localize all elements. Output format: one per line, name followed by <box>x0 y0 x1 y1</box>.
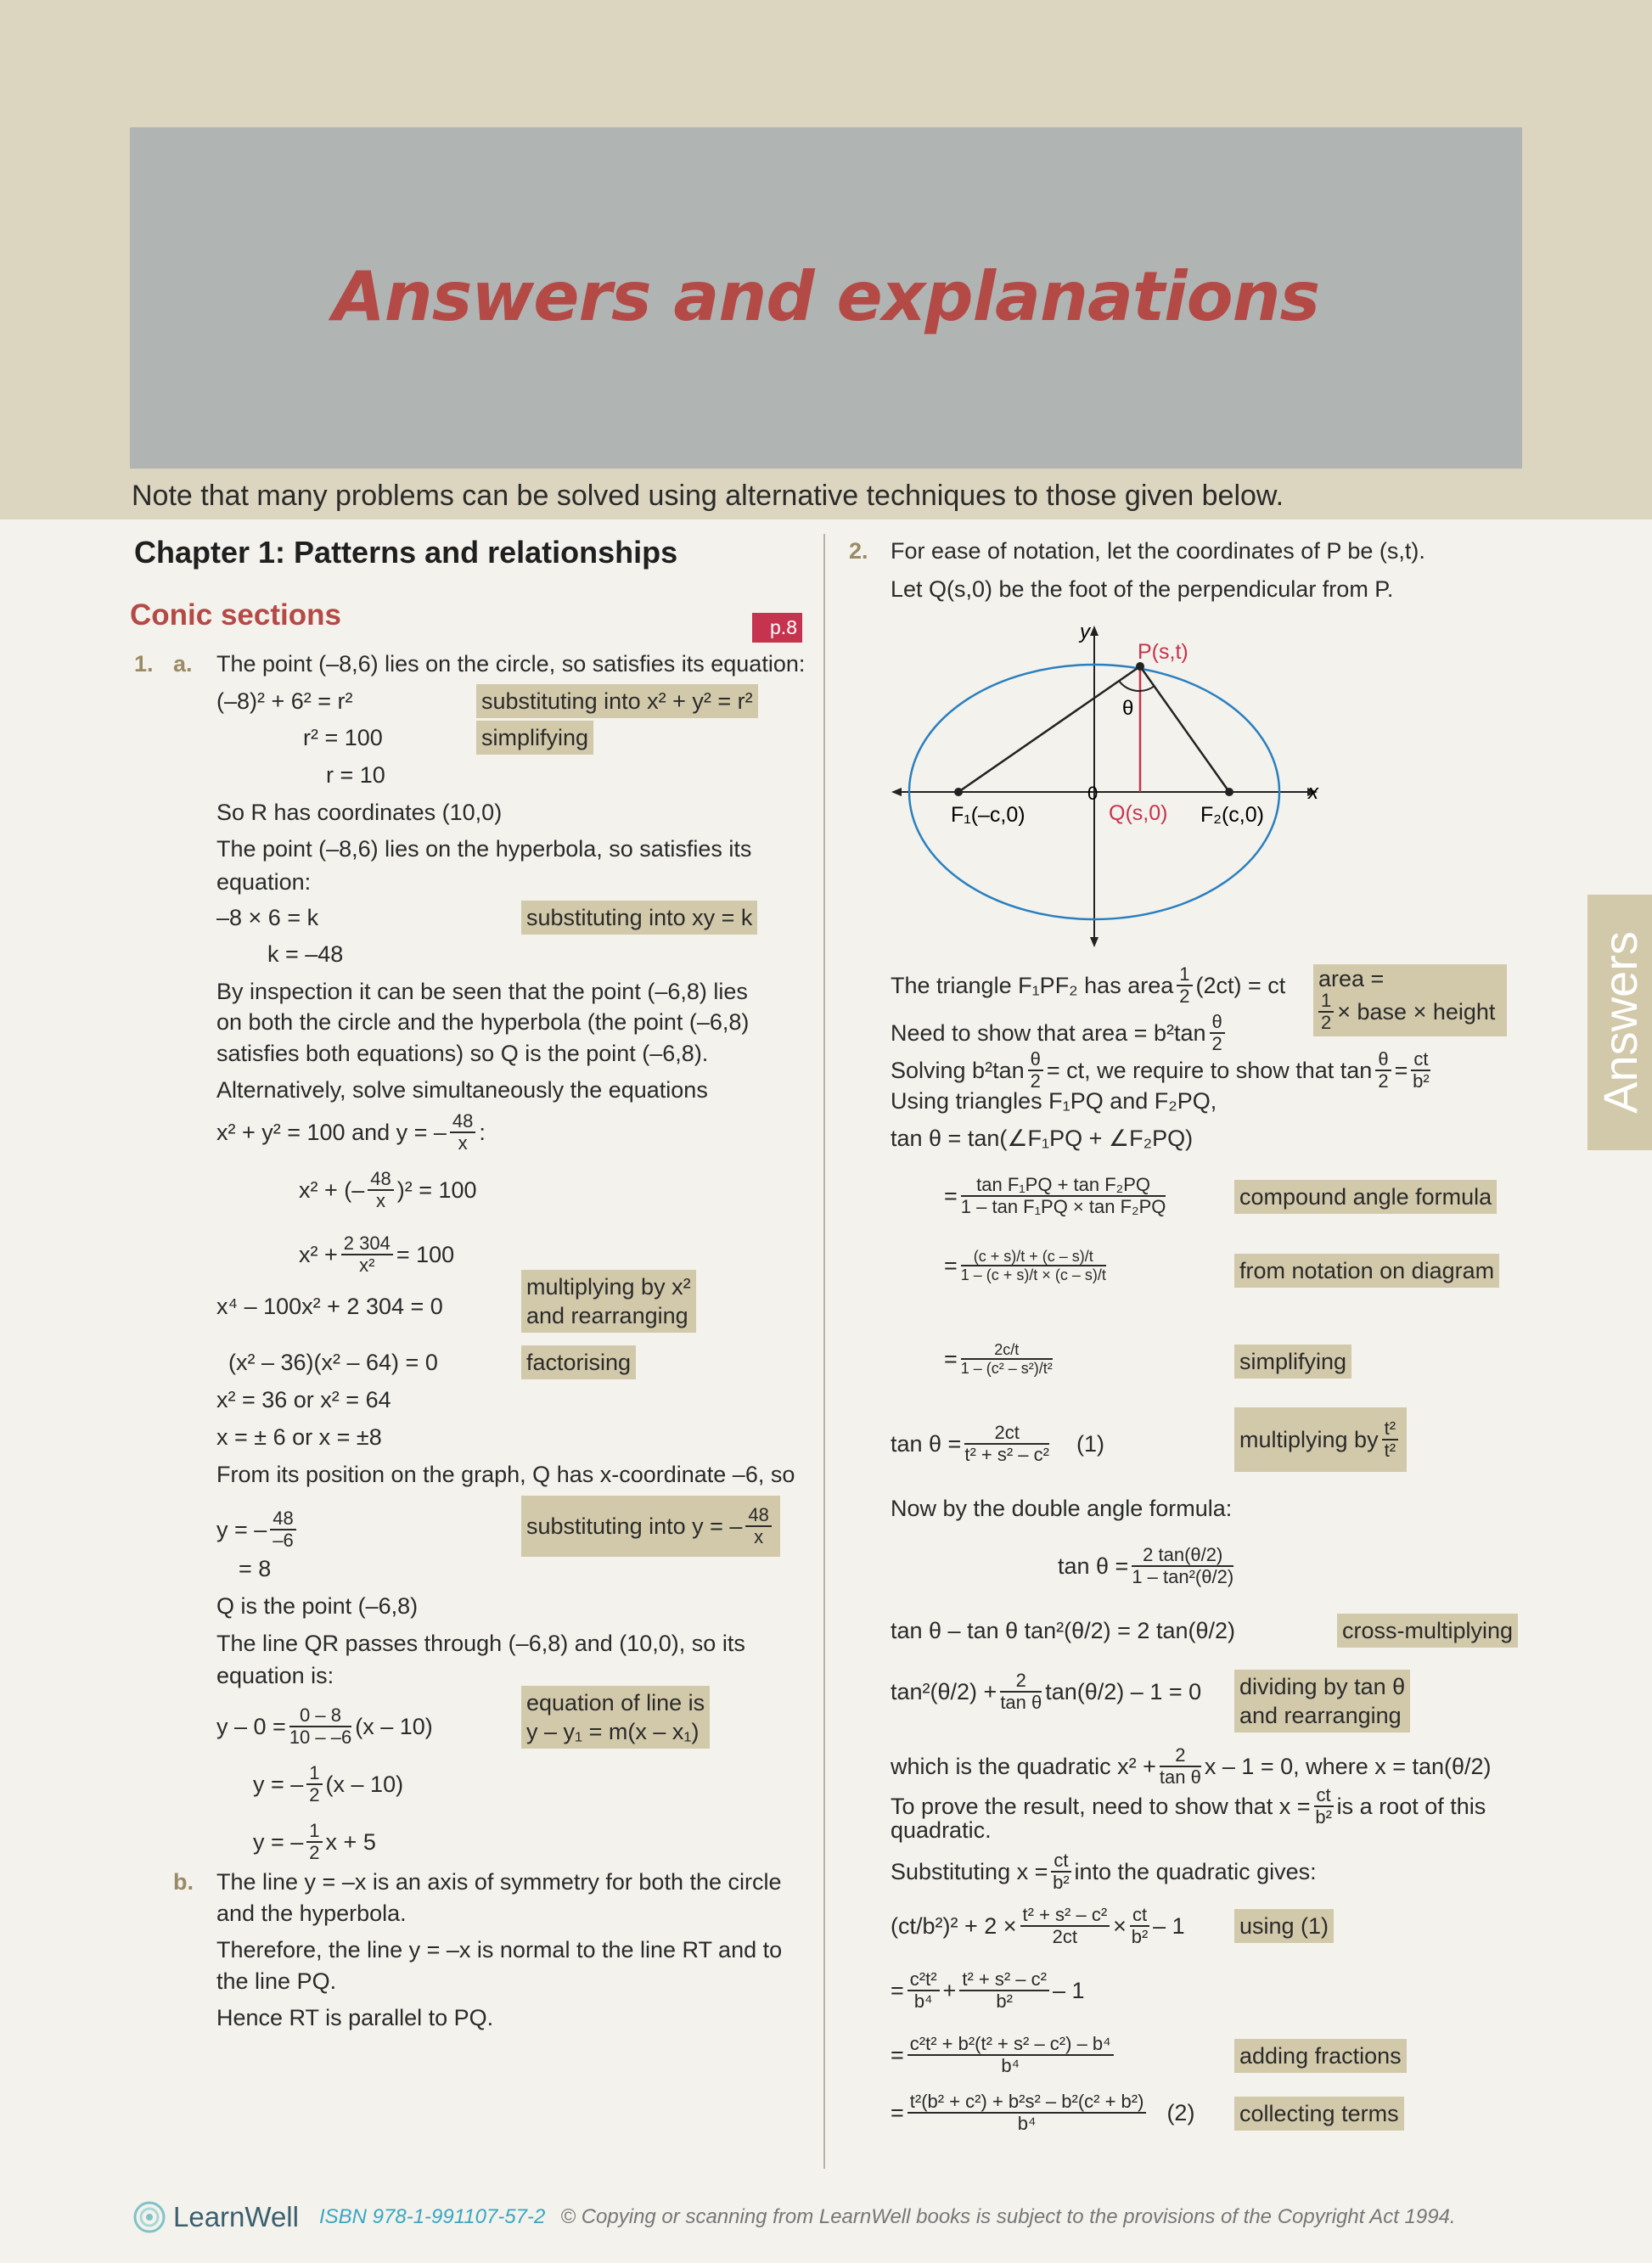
math-line <box>944 1341 1056 1377</box>
math-line <box>944 1175 1169 1217</box>
numerator: 0 – 8 <box>289 1705 351 1727</box>
denominator: 2 <box>1321 1012 1332 1033</box>
numerator: θ <box>1210 1012 1225 1034</box>
math-line <box>944 1248 1110 1283</box>
math-line <box>253 1821 376 1863</box>
p-label: P(s,t) <box>1138 640 1188 664</box>
fraction <box>306 1763 322 1805</box>
math-text: = <box>891 1978 904 2003</box>
math-line <box>891 2092 1194 2134</box>
numerator: 2ct <box>964 1423 1049 1445</box>
denominator: 1 – (c + s)/t × (c – s)/t <box>960 1266 1106 1283</box>
math-text: tan θ = <box>1058 1553 1129 1579</box>
math-text: tan θ = <box>891 1431 962 1457</box>
math-text: – 1 <box>1052 1978 1085 2003</box>
fraction <box>959 1969 1049 2012</box>
equals-sign: = <box>944 1183 958 1209</box>
text-line: the line PQ. <box>216 1968 337 1994</box>
fraction <box>306 1821 322 1863</box>
math-line <box>891 2034 1117 2076</box>
note-text: substituting into y = – <box>526 1513 743 1539</box>
math-text: + <box>942 1978 957 2003</box>
denominator: t² + s² – c² <box>964 1444 1049 1465</box>
math-text: To prove the result, need to show that x = <box>891 1794 1311 1819</box>
math-line <box>216 1705 433 1748</box>
math-text: (x – 10) <box>325 1772 404 1797</box>
text-line: Hence RT is parallel to PQ. <box>216 2005 494 2030</box>
text-line: For ease of notation, let the coordinates of P be (s,t). <box>891 538 1425 564</box>
note-box: factorising <box>521 1345 636 1379</box>
denominator: 2 <box>1211 1033 1222 1054</box>
math-line <box>299 1233 454 1276</box>
numerator: 2 <box>1160 1745 1201 1767</box>
text-line: By inspection it can be seen that the point (–6,8) lies <box>216 979 748 1004</box>
math-line <box>891 1671 1201 1713</box>
text-line: on both the circle and the hyperbola (the point (–6,8) <box>216 1009 750 1035</box>
line-f2-p <box>1140 666 1229 792</box>
angle-arc <box>1119 681 1155 691</box>
f1-label: F₁(–c,0) <box>951 803 1025 827</box>
learnwell-logo <box>132 2200 299 2234</box>
fraction <box>270 1508 295 1551</box>
part-label: b. <box>173 1869 194 1895</box>
denominator: b⁴ <box>913 1991 933 2012</box>
fraction <box>961 1341 1053 1377</box>
math-text: which is the quadratic x² + <box>891 1754 1156 1779</box>
math-line <box>299 1169 477 1211</box>
denominator: tan θ <box>1000 1692 1042 1713</box>
y-axis-arrow-icon <box>1090 626 1099 636</box>
math-line: r² = 100 <box>303 725 383 750</box>
footer <box>132 2200 1456 2234</box>
denominator: b² <box>1053 1872 1070 1893</box>
fraction <box>907 2092 1147 2134</box>
math-line <box>216 1111 486 1154</box>
isbn: ISBN 978-1-991107-57-2 <box>318 2205 546 2228</box>
math-text: )² = 100 <box>396 1177 477 1203</box>
numerator: 1 <box>1318 991 1334 1013</box>
math-text: x – 1 = 0, where x = tan(θ/2) <box>1204 1754 1492 1779</box>
math-line: k = –48 <box>267 941 344 967</box>
math-line <box>891 1423 1104 1465</box>
note-box: simplifying <box>476 721 593 755</box>
text-line: The point (–8,6) lies on the hyperbola, so satisfies its <box>216 836 752 862</box>
numerator: 2 tan(θ/2) <box>1132 1545 1233 1567</box>
fraction <box>368 1169 393 1211</box>
math-line <box>891 964 1285 1007</box>
math-line: tan θ = tan(∠F₁PQ + ∠F₂PQ) <box>891 1126 1194 1151</box>
math-text: Need to show that area = b²tan <box>891 1020 1206 1046</box>
denominator: b² <box>1131 1926 1149 1947</box>
math-text: Solving b²tan <box>891 1058 1025 1083</box>
ellipse-diagram <box>883 615 1324 955</box>
math-line <box>891 1905 1185 1947</box>
denominator: b⁴ <box>1017 2113 1037 2134</box>
text-line: equation: <box>216 869 312 895</box>
math-line: x⁴ – 100x² + 2 304 = 0 <box>216 1294 443 1319</box>
numerator: tan F₁PQ + tan F₂PQ <box>961 1175 1166 1197</box>
y-axis-arrow-icon <box>1090 937 1099 947</box>
denominator: 1 – tan²(θ/2) <box>1132 1566 1234 1587</box>
denominator: 2 <box>1030 1070 1041 1092</box>
fraction <box>341 1233 393 1276</box>
note-box: using (1) <box>1234 1909 1334 1943</box>
fraction <box>964 1423 1049 1465</box>
logo-text: LearnWell <box>173 2201 299 2232</box>
math-text: is a root of this <box>1336 1794 1486 1819</box>
theta-label: θ <box>1122 697 1134 720</box>
text-line: quadratic. <box>891 1817 992 1843</box>
numerator: 1 <box>306 1763 322 1785</box>
math-text: (2ct) = ct <box>1195 973 1286 998</box>
numerator: t² + s² – c² <box>959 1969 1049 1991</box>
equation-number: (2) <box>1166 2100 1195 2125</box>
x-label: x <box>1308 781 1318 804</box>
numerator: θ <box>1375 1049 1391 1071</box>
note-text: area = <box>1318 966 1385 991</box>
denominator: x <box>376 1190 386 1211</box>
note-box: substituting into x² + y² = r² <box>476 684 758 718</box>
fraction <box>961 1175 1166 1217</box>
denominator: –6 <box>273 1530 294 1551</box>
origin-label: 0 <box>1087 783 1099 804</box>
math-text: = 100 <box>396 1242 455 1267</box>
numerator: 48 <box>270 1508 295 1530</box>
text-line: Using triangles F₁PQ and F₂PQ, <box>891 1088 1217 1114</box>
math-text: – 1 <box>1153 1913 1185 1939</box>
fraction <box>1375 1049 1391 1092</box>
denominator: x <box>754 1526 764 1547</box>
note-text: × base × height <box>1337 999 1496 1025</box>
note-box: substituting into xy = k <box>521 901 757 935</box>
note-text: multiplying by <box>1239 1427 1379 1452</box>
math-text: (x – 10) <box>355 1714 433 1739</box>
fraction <box>961 1248 1106 1283</box>
denominator: tan θ <box>1159 1766 1201 1788</box>
numerator: 48 <box>450 1111 475 1133</box>
math-line <box>253 1763 403 1805</box>
y-label: y <box>1080 620 1090 643</box>
fraction <box>907 1969 940 2012</box>
fraction <box>1177 964 1192 1007</box>
fraction <box>1028 1049 1043 1092</box>
note-text: equation of line is <box>526 1690 705 1716</box>
part-label: a. <box>173 651 193 677</box>
denominator: 2ct <box>1052 1926 1078 1947</box>
math-text: = <box>891 2042 904 2068</box>
numerator: 48 <box>745 1505 771 1527</box>
numerator: t² <box>1382 1418 1398 1440</box>
intro-note: Note that many problems can be solved using alternative techniques to those given below. <box>132 480 1284 512</box>
copyright-notice: © Copying or scanning from LearnWell books is subject to the provisions of the Copyright Act 1994. <box>560 2205 1456 2228</box>
note-text: dividing by tan θ <box>1239 1674 1406 1699</box>
math-line: = 8 <box>239 1556 272 1581</box>
text-line: Therefore, the line y = –x is normal to the line RT and to <box>216 1937 783 1963</box>
math-line: tan θ – tan θ tan²(θ/2) = 2 tan(θ/2) <box>891 1618 1236 1643</box>
denominator: b² <box>1413 1070 1430 1092</box>
numerator: (c + s)/t + (c – s)/t <box>961 1248 1106 1266</box>
equals-sign: = <box>944 1253 958 1278</box>
numerator: ct <box>1130 1905 1149 1927</box>
note-box <box>521 1270 696 1333</box>
point-f1 <box>954 788 963 796</box>
text-line: equation is: <box>216 1663 334 1688</box>
note-box: cross-multiplying <box>1337 1614 1518 1648</box>
note-box: adding fractions <box>1234 2039 1407 2073</box>
denominator: b⁴ <box>1001 2055 1020 2076</box>
math-text: = <box>891 2100 904 2125</box>
fraction <box>907 2034 1114 2076</box>
note-text: y – y₁ = m(x – x₁) <box>526 1719 700 1744</box>
math-text: y = – <box>253 1772 304 1797</box>
numerator: 2 <box>1000 1671 1042 1693</box>
note-box <box>1234 1407 1407 1472</box>
text-line: The line y = –x is an axis of symmetry for both the circle <box>216 1869 782 1895</box>
math-line <box>891 1745 1492 1788</box>
denominator: x <box>458 1132 468 1154</box>
swirl-logo-icon <box>132 2200 166 2234</box>
denominator: 2 <box>309 1784 320 1805</box>
numerator: 1 <box>306 1821 322 1843</box>
math-text: = ct, we require to show that tan <box>1046 1058 1373 1083</box>
numerator: c²t² <box>907 1969 940 1991</box>
denominator: 10 – –6 <box>289 1727 352 1748</box>
section-heading: Conic sections <box>130 598 341 632</box>
equation-number: (1) <box>1076 1431 1104 1457</box>
fraction <box>1210 1012 1225 1054</box>
denominator: 1 – tan F₁PQ × tan F₂PQ <box>960 1196 1166 1217</box>
note-box <box>1234 1670 1410 1732</box>
numerator: 2c/t <box>961 1341 1053 1360</box>
q-label: Q(s,0) <box>1109 801 1168 825</box>
math-text: (ct/b²)² + 2 × <box>891 1913 1017 1939</box>
question-number: 2. <box>849 538 868 564</box>
chapter-heading: Chapter 1: Patterns and relationships <box>134 535 678 570</box>
fraction <box>1000 1671 1042 1713</box>
math-text: The triangle F₁PF₂ has area <box>891 973 1174 998</box>
note-box <box>521 1686 710 1749</box>
note-text: and rearranging <box>1239 1703 1402 1728</box>
denominator: 2 <box>309 1842 320 1863</box>
numerator: θ <box>1028 1049 1043 1071</box>
math-text: Substituting x = <box>891 1859 1048 1884</box>
math-line: (–8)² + 6² = r² <box>216 688 353 714</box>
numerator: ct <box>1051 1850 1070 1873</box>
text-line: satisfies both equations) so Q is the point (–6,8). <box>216 1041 709 1066</box>
math-line <box>891 1049 1434 1092</box>
math-line: x² = 36 or x² = 64 <box>216 1387 391 1412</box>
page-badge: p.8 <box>752 613 802 643</box>
text-line: Alternatively, solve simultaneously the equations <box>216 1077 708 1103</box>
denominator: 1 – (c² – s²)/t² <box>960 1360 1053 1377</box>
denominator: b² <box>1315 1806 1332 1828</box>
text-line: and the hyperbola. <box>216 1901 407 1926</box>
numerator: t² + s² – c² <box>1020 1905 1110 1927</box>
denominator: t² <box>1384 1440 1396 1461</box>
math-text: x² + <box>299 1242 338 1267</box>
text-line: Let Q(s,0) be the foot of the perpendicular from P. <box>891 576 1394 602</box>
math-text: y – 0 = <box>216 1714 286 1739</box>
fraction <box>289 1705 351 1748</box>
note-box <box>1313 964 1507 1036</box>
numerator: ct <box>1314 1785 1334 1807</box>
note-box: collecting terms <box>1234 2097 1404 2131</box>
fraction <box>1160 1745 1201 1788</box>
denominator: 2 <box>1179 986 1190 1007</box>
question-number: 1. <box>134 651 154 677</box>
f2-label: F₂(c,0) <box>1200 803 1264 827</box>
note-box: simplifying <box>1234 1345 1351 1379</box>
fraction <box>450 1111 475 1154</box>
fraction <box>1130 1905 1149 1947</box>
math-text: tan²(θ/2) + <box>891 1679 997 1704</box>
text-line: Q is the point (–6,8) <box>216 1593 419 1619</box>
note-box <box>521 1496 780 1557</box>
note-box: compound angle formula <box>1234 1180 1497 1214</box>
math-text: x² + y² = 100 and y = – <box>216 1120 447 1145</box>
fraction <box>1318 991 1334 1033</box>
side-tab-label: Answers <box>1593 931 1647 1114</box>
math-line <box>891 1969 1085 2012</box>
math-text: x + 5 <box>325 1829 376 1855</box>
math-line <box>891 1850 1317 1893</box>
denominator: 2 <box>1378 1070 1389 1092</box>
text-line: From its position on the graph, Q has x-coordinate –6, so <box>216 1462 795 1487</box>
numerator: c²t² + b²(t² + s² – c²) – b⁴ <box>907 2034 1114 2056</box>
fraction <box>1051 1850 1070 1893</box>
denominator: x² <box>359 1255 375 1276</box>
equals-sign: = <box>944 1346 958 1372</box>
fraction <box>745 1505 771 1547</box>
fraction <box>1132 1545 1233 1587</box>
note-text: and rearranging <box>526 1303 688 1328</box>
math-text: x² + (– <box>299 1177 365 1203</box>
note-box: from notation on diagram <box>1234 1254 1499 1288</box>
text-line: The point (–8,6) lies on the circle, so satisfies its equation: <box>216 651 806 677</box>
math-text: : <box>479 1120 486 1145</box>
numerator: 2 304 <box>341 1233 393 1255</box>
point-f2 <box>1225 788 1233 796</box>
math-text: into the quadratic gives: <box>1074 1859 1317 1884</box>
line-f1-p <box>958 666 1140 792</box>
math-text: = <box>1394 1058 1408 1083</box>
fraction <box>1314 1785 1334 1828</box>
fraction <box>1020 1905 1110 1947</box>
fraction <box>1411 1049 1430 1092</box>
math-line: –8 × 6 = k <box>216 905 319 930</box>
math-line: r = 10 <box>326 762 385 788</box>
fraction <box>1382 1418 1398 1461</box>
column-divider <box>823 534 825 2169</box>
numerator: 48 <box>368 1169 393 1191</box>
math-line: x = ± 6 or x = ±8 <box>216 1424 382 1450</box>
denominator: b² <box>996 1991 1013 2012</box>
math-text: tan(θ/2) – 1 = 0 <box>1045 1679 1202 1704</box>
x-axis-arrow-icon <box>891 788 902 796</box>
math-line <box>891 1012 1228 1054</box>
numerator: ct <box>1411 1049 1430 1071</box>
note-text: multiplying by x² <box>526 1274 691 1300</box>
text-line: The line QR passes through (–6,8) and (10,0), so its <box>216 1631 745 1656</box>
numerator: 1 <box>1177 964 1192 986</box>
text-line: Now by the double angle formula: <box>891 1496 1233 1521</box>
numerator: t²(b² + c²) + b²s² – b²(c² + b²) <box>907 2092 1147 2114</box>
math-text: × <box>1113 1913 1127 1939</box>
page-title: Answers and explanations <box>332 257 1320 336</box>
answers-side-tab[interactable] <box>1587 895 1652 1150</box>
text-line: So R has coordinates (10,0) <box>216 800 503 825</box>
math-line <box>216 1508 300 1551</box>
math-text: y = – <box>216 1517 267 1542</box>
math-line <box>1058 1545 1237 1587</box>
math-line: (x² – 36)(x² – 64) = 0 <box>228 1350 438 1375</box>
title-banner <box>130 127 1522 469</box>
math-text: y = – <box>253 1829 304 1855</box>
